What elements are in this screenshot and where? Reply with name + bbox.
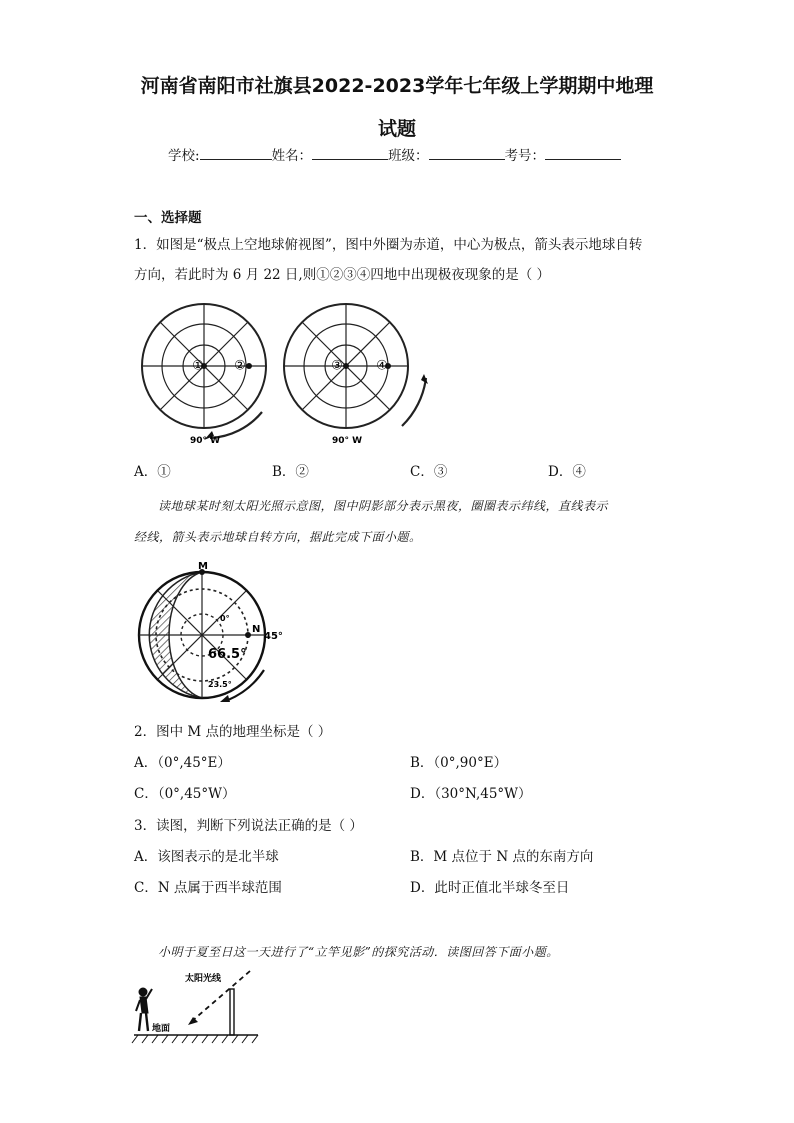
intro2-line2: 经线，箭头表示地球自转方向，据此完成下面小题。 bbox=[134, 530, 422, 544]
q1-stem-line2: 方向，若此时为 6 月 22 日,则①②③④四地中出现极夜现象的是（ ） bbox=[134, 267, 551, 283]
class-field[interactable] bbox=[429, 146, 505, 160]
marker-2: ② bbox=[234, 358, 246, 374]
q2-option-b[interactable]: B．（0°,90°E） bbox=[410, 755, 508, 771]
q1-option-b[interactable]: B．② bbox=[272, 464, 309, 480]
ground-label: 地面 bbox=[152, 1024, 171, 1034]
q1-option-d[interactable]: D．④ bbox=[548, 464, 586, 480]
lon-0-label: 0° bbox=[220, 614, 230, 623]
q1-option-a[interactable]: A．① bbox=[134, 464, 171, 480]
longitude-label: 90° W bbox=[332, 436, 363, 446]
q2-option-d[interactable]: D．（30°N,45°W） bbox=[410, 786, 532, 802]
gnomon-shadow-figure bbox=[130, 965, 270, 1050]
sunlight-label: 太阳光线 bbox=[185, 974, 222, 984]
class-label: 班级： bbox=[388, 148, 429, 164]
lat-45-label: 45° bbox=[264, 631, 283, 642]
number-field[interactable] bbox=[545, 146, 621, 160]
q2-option-a[interactable]: A．（0°,45°E） bbox=[134, 755, 231, 771]
marker-3: ③ bbox=[331, 358, 343, 374]
polar-view-figure-left bbox=[134, 300, 274, 450]
q2-option-c[interactable]: C．（0°,45°W） bbox=[134, 786, 236, 802]
q3-option-d[interactable]: D．此时正值北半球冬至日 bbox=[410, 880, 570, 896]
marker-4: ④ bbox=[376, 358, 388, 374]
intro2-line1: 读地球某时刻太阳光照示意图，图中阴影部分表示黑夜，圈圈表示纬线，直线表示 bbox=[158, 499, 609, 513]
q1-stem-line1: 1．如图是“极点上空地球俯视图”，图中外圈为赤道，中心为极点，箭头表示地球自转 bbox=[134, 237, 643, 253]
page-title: 河南省南阳市社旗县2022-2023学年七年级上学期期中地理 bbox=[140, 75, 654, 97]
name-field[interactable] bbox=[312, 146, 388, 160]
point-m-label: M bbox=[198, 561, 208, 572]
polar-view-figure-right bbox=[278, 300, 433, 450]
q3-option-c[interactable]: C．N 点属于西半球范围 bbox=[134, 880, 282, 896]
lat-665-label: 66.5° bbox=[208, 647, 247, 662]
q1-option-c[interactable]: C．③ bbox=[410, 464, 448, 480]
info-line bbox=[168, 146, 621, 165]
school-label: 学校: bbox=[168, 148, 200, 164]
section-heading: 一、选择题 bbox=[134, 210, 202, 226]
name-label: 姓名： bbox=[271, 148, 313, 164]
point-n-label: N bbox=[252, 624, 261, 635]
marker-1: ① bbox=[192, 358, 204, 374]
lat-235-label: 23.5° bbox=[208, 680, 232, 689]
q3-option-a[interactable]: A．该图表示的是北半球 bbox=[134, 849, 279, 865]
longitude-label: 90° W bbox=[190, 436, 221, 446]
q3-option-b[interactable]: B．M 点位于 N 点的东南方向 bbox=[410, 849, 594, 865]
q3-stem: 3．读图，判断下列说法正确的是（ ） bbox=[134, 818, 363, 834]
q2-stem: 2．图中 M 点的地理坐标是（ ） bbox=[134, 724, 332, 740]
sunlight-diagram bbox=[134, 560, 294, 710]
school-field[interactable] bbox=[200, 146, 272, 160]
page-title-line2: 试题 bbox=[377, 118, 416, 140]
number-label: 考号： bbox=[504, 148, 546, 164]
intro3: 小明于夏至日这一天进行了“立竿见影”的探究活动．读图回答下面小题。 bbox=[158, 945, 559, 959]
